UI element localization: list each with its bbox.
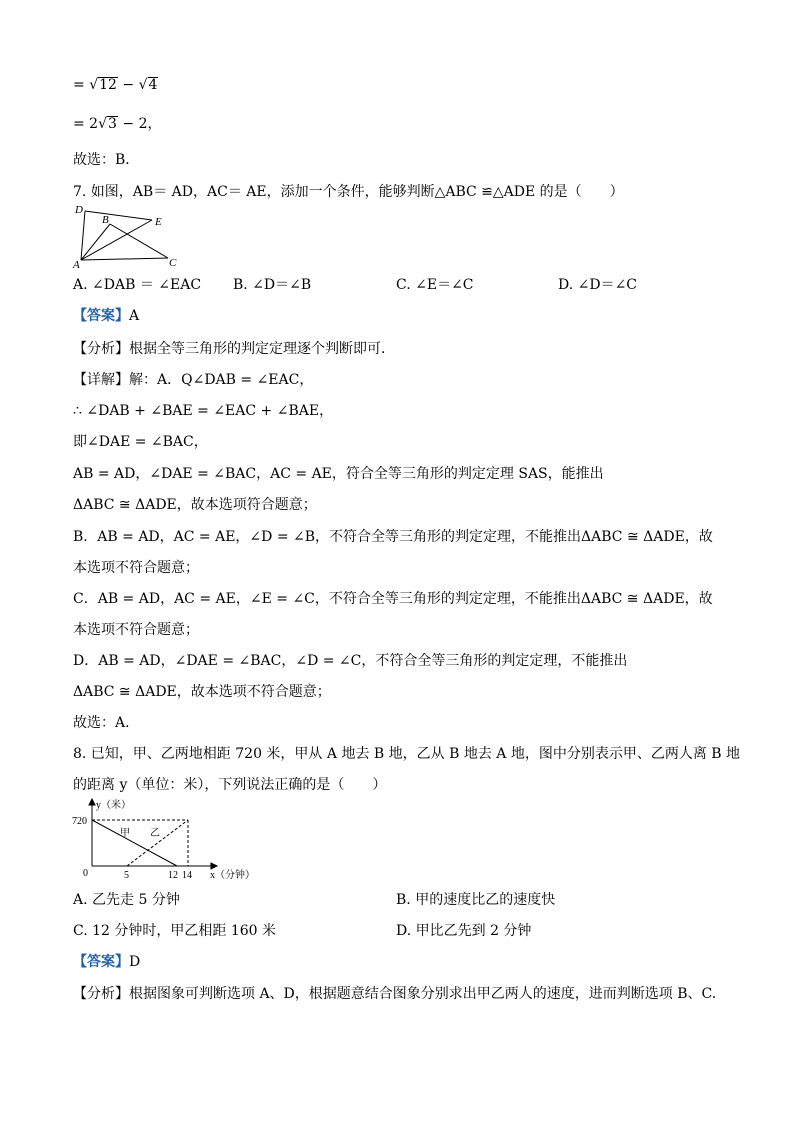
answer-value: D	[129, 954, 141, 970]
analysis-tag: 【分析】	[73, 986, 129, 1002]
q8-option-c: C. 12 分钟时，甲乙相距 160 米	[73, 923, 276, 939]
origin-label: 0	[83, 868, 88, 879]
y-axis-label: y（米）	[96, 800, 131, 811]
calc-line-1	[73, 76, 158, 94]
x-axis-label: x（分钟）	[210, 870, 255, 881]
point-label-D: D	[75, 204, 83, 216]
figure-q7	[70, 202, 190, 272]
analysis-8	[73, 985, 716, 1003]
detail-7-line-7: 本选项不符合题意；	[73, 560, 199, 576]
analysis-tag: 【分析】	[73, 341, 129, 357]
analysis-7	[73, 340, 395, 358]
q8-option-a: A. 乙先走 5 分钟	[73, 892, 180, 908]
question-8-line-1: 8. 已知，甲、乙两地相距 720 米，甲从 A 地去 B 地，乙从 B 地去 A 地，图中分别表示甲、乙两人离 B 地	[73, 746, 741, 762]
segment-AE	[81, 220, 152, 260]
detail-tag: 【详解】	[73, 372, 129, 388]
series-yi-label: 乙	[150, 828, 160, 839]
choice-line: 故选：B．	[73, 152, 140, 168]
y-tick-720: 720	[72, 816, 87, 827]
detail-7-line-1	[73, 371, 313, 389]
detail-7-line-9: 本选项不符合题意；	[73, 622, 199, 638]
x-tick-14: 14	[182, 870, 192, 881]
detail-7-line-3: 即∠DAE = ∠BAC，	[73, 434, 208, 450]
q8-option-b: B. 甲的速度比乙的速度快	[396, 892, 556, 908]
q7-option-b: B. ∠D＝∠B	[233, 277, 312, 293]
series-yi-line	[127, 820, 188, 866]
detail-7-line-11: ΔABC ≅ ΔADE，故本选项不符合题意；	[73, 684, 331, 700]
expression-suffix: − 2，	[122, 116, 162, 132]
answer-7	[73, 307, 139, 325]
detail-7-line-12: 故选：A．	[73, 715, 140, 731]
analysis-text: 根据图象可判断选项 A、D，根据题意结合图象分别求出甲乙两人的速度，进而判断选项 B、C.	[129, 986, 717, 1002]
point-label-A: A	[73, 259, 80, 271]
analysis-text: 根据全等三角形的判定定理逐个判断即可．	[129, 341, 395, 357]
y-axis-arrow	[89, 799, 95, 805]
x-axis-arrow	[211, 863, 217, 869]
detail-7-line-4: AB = AD，∠DAE = ∠BAC，AC = AE，符合全等三角形的判定定理 SAS，能推出	[73, 466, 604, 482]
q7-option-c: C. ∠E＝∠C	[396, 277, 474, 293]
answer-tag: 【答案】	[73, 954, 129, 970]
question-7: 7. 如图，AB＝ AD，AC＝ AE，添加一个条件，能够判断△ABC ≌△ADE 的是（ ）	[73, 184, 624, 200]
radicand: 3	[108, 116, 117, 132]
answer-tag: 【答案】	[73, 308, 129, 324]
radicand: 4	[148, 77, 158, 93]
detail-7-line-2: ∴ ∠DAB + ∠BAE = ∠EAC + ∠BAE，	[73, 403, 334, 419]
point-label-E: E	[155, 216, 162, 228]
q8-option-d: D. 甲比乙先到 2 分钟	[396, 923, 532, 939]
series-jia-line	[92, 820, 177, 866]
series-jia-label: 甲	[120, 828, 130, 839]
detail-7-line-5: ΔABC ≅ ΔADE，故本选项符合题意；	[73, 497, 317, 513]
figure-q8	[70, 798, 270, 882]
x-tick-12: 12	[168, 870, 178, 881]
expression-prefix: = 2	[73, 116, 99, 132]
segment-BC	[110, 224, 168, 258]
q7-option-d: D. ∠D＝∠C	[558, 277, 638, 293]
segment-AB	[81, 224, 110, 260]
sqrt-symbol: √	[98, 116, 108, 132]
q7-option-a: A. ∠DAB ＝ ∠EAC	[73, 277, 202, 293]
detail-7-line-10: D．AB = AD，∠DAE = ∠BAC，∠D = ∠C，不符合全等三角形的判定定理，不能推出	[73, 653, 628, 669]
segment-AC	[81, 258, 168, 260]
segment-AD	[81, 211, 85, 260]
answer-8	[73, 953, 140, 971]
sqrt-symbol: √	[89, 77, 99, 93]
detail-7-line-8: C．AB = AD，AC = AE，∠E = ∠C，不符合全等三角形的判定定理，不能推出ΔABC ≅ ΔADE，故	[73, 591, 713, 607]
question-8-line-2: 的距离 y（单位：米），下列说法正确的是（ ）	[73, 777, 387, 793]
detail-text: 解：A．Q∠DAB = ∠EAC，	[129, 372, 314, 388]
detail-7-line-6: B．AB = AD，AC = AE，∠D = ∠B，不符合全等三角形的判定定理，不能推出ΔABC ≅ ΔADE，故	[73, 529, 713, 545]
sqrt-symbol: √	[138, 77, 148, 93]
segment-DE	[85, 211, 152, 220]
point-label-B: B	[102, 214, 109, 226]
x-tick-5: 5	[124, 870, 129, 881]
minus-sign: −	[122, 77, 135, 93]
radicand: 12	[99, 77, 117, 93]
answer-value: A	[129, 308, 140, 324]
calc-line-2	[73, 115, 161, 133]
equals-sign: =	[73, 77, 85, 93]
point-label-C: C	[169, 257, 177, 269]
